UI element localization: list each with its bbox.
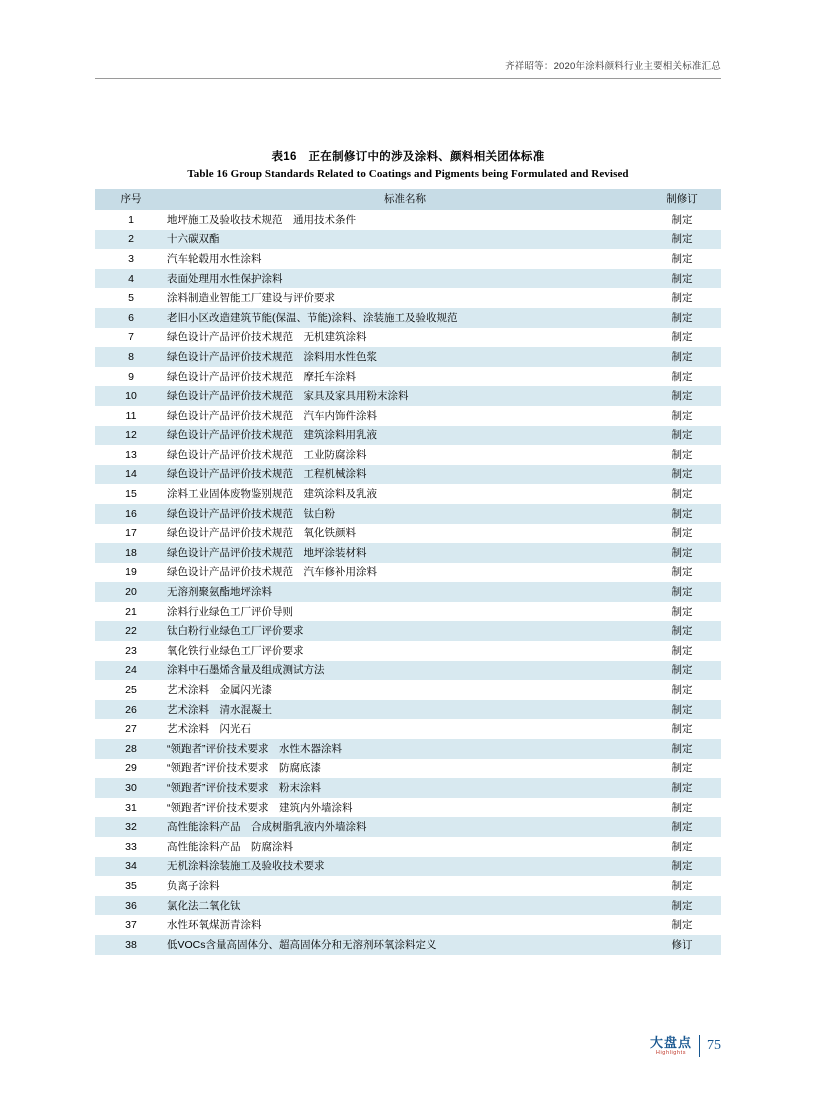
table-row: [95, 563, 721, 583]
cell-action: 制定: [671, 644, 693, 657]
cell-action: 制定: [671, 546, 693, 559]
cell-action: 修订: [671, 938, 693, 951]
cell-no: 8: [128, 350, 134, 363]
table-row: [95, 465, 721, 485]
cell-no: 14: [125, 468, 137, 481]
footer-brand-en: Highlights: [655, 1049, 687, 1056]
cell-action: 制定: [671, 625, 693, 638]
cell-action: 制定: [671, 840, 693, 853]
running-head: 齐祥昭等：2020年涂料颜料行业主要相关标准汇总: [505, 61, 721, 72]
cell-no: 9: [128, 370, 134, 383]
cell-no: 4: [128, 272, 134, 285]
table-body: [95, 210, 721, 955]
standards-table: [95, 189, 721, 955]
cell-no: 36: [125, 899, 137, 912]
table-row: [95, 837, 721, 857]
cell-standard-name: “领跑者”评价技术要求 水性木器涂料: [167, 742, 342, 755]
footer-divider: [699, 1035, 700, 1057]
cell-standard-name: 氧化铁行业绿色工厂评价要求: [167, 644, 304, 657]
cell-action: 制定: [671, 899, 693, 912]
cell-no: 24: [125, 664, 137, 677]
table-row: [95, 876, 721, 896]
table-row: [95, 719, 721, 739]
table-row: [95, 308, 721, 328]
column-header-no: 序号: [95, 189, 167, 210]
cell-no: 35: [125, 879, 137, 892]
cell-standard-name: 绿色设计产品评价技术规范 汽车内饰件涂料: [167, 409, 377, 422]
cell-no: 20: [125, 586, 137, 599]
table-title-english: Table 16 Group Standards Related to Coatings and Pigments being Formulated and Revised: [187, 168, 629, 180]
cell-standard-name: 无机涂料涂装施工及验收技术要求: [167, 860, 325, 873]
cell-action: 制定: [671, 781, 693, 794]
table-row: [95, 504, 721, 524]
cell-action: 制定: [671, 311, 693, 324]
cell-action: 制定: [671, 821, 693, 834]
cell-no: 2: [128, 233, 134, 246]
cell-standard-name: 氯化法二氧化钛: [167, 899, 241, 912]
cell-no: 28: [125, 742, 137, 755]
cell-action: 制定: [671, 252, 693, 265]
table-row: [95, 543, 721, 563]
cell-no: 15: [125, 488, 137, 501]
table-row: [95, 621, 721, 641]
cell-standard-name: “领跑者”评价技术要求 建筑内外墙涂料: [167, 801, 353, 814]
table-row: [95, 641, 721, 661]
cell-standard-name: 涂料行业绿色工厂评价导则: [167, 605, 293, 618]
cell-action: 制定: [671, 488, 693, 501]
cell-action: 制定: [671, 723, 693, 736]
table-row: [95, 426, 721, 446]
table-row: [95, 817, 721, 837]
cell-standard-name: 十六碳双酯: [167, 233, 220, 246]
cell-no: 38: [125, 938, 137, 951]
page-footer: [650, 1035, 721, 1057]
cell-action: 制定: [671, 272, 693, 285]
cell-standard-name: 高性能涂料产品 防腐涂料: [167, 840, 293, 853]
cell-standard-name: 涂料中石墨烯含量及组成测试方法: [167, 664, 325, 677]
table-row: [95, 798, 721, 818]
cell-standard-name: 涂料制造业智能工厂建设与评价要求: [167, 292, 335, 305]
cell-standard-name: 绿色设计产品评价技术规范 汽车修补用涂料: [167, 566, 377, 579]
table-row: [95, 661, 721, 681]
cell-action: 制定: [671, 409, 693, 422]
cell-no: 26: [125, 703, 137, 716]
table-row: [95, 680, 721, 700]
cell-no: 33: [125, 840, 137, 853]
cell-action: 制定: [671, 390, 693, 403]
cell-standard-name: 绿色设计产品评价技术规范 工业防腐涂料: [167, 448, 367, 461]
cell-no: 12: [125, 429, 137, 442]
cell-standard-name: 绿色设计产品评价技术规范 氧化铁颜料: [167, 527, 356, 540]
cell-standard-name: 绿色设计产品评价技术规范 工程机械涂料: [167, 468, 367, 481]
cell-action: 制定: [671, 703, 693, 716]
cell-action: 制定: [671, 448, 693, 461]
cell-action: 制定: [671, 762, 693, 775]
cell-action: 制定: [671, 879, 693, 892]
table-row: [95, 935, 721, 955]
cell-no: 16: [125, 507, 137, 520]
cell-no: 19: [125, 566, 137, 579]
cell-no: 25: [125, 684, 137, 697]
cell-standard-name: 绿色设计产品评价技术规范 钛白粉: [167, 507, 335, 520]
cell-action: 制定: [671, 801, 693, 814]
page-number: 75: [707, 1038, 721, 1053]
cell-no: 13: [125, 448, 137, 461]
cell-no: 29: [125, 762, 137, 775]
cell-standard-name: 汽车轮毂用水性涂料: [167, 252, 262, 265]
table-row: [95, 739, 721, 759]
cell-no: 37: [125, 919, 137, 932]
table-header-row: [95, 189, 721, 210]
cell-action: 制定: [671, 233, 693, 246]
cell-action: 制定: [671, 664, 693, 677]
cell-no: 17: [125, 527, 137, 540]
cell-no: 6: [128, 311, 134, 324]
footer-brand-cn: 大盘点: [649, 1034, 692, 1050]
table-row: [95, 288, 721, 308]
cell-no: 1: [128, 213, 134, 226]
cell-action: 制定: [671, 527, 693, 540]
table-row: [95, 269, 721, 289]
cell-standard-name: 绿色设计产品评价技术规范 地坪涂装材料: [167, 546, 367, 559]
cell-standard-name: 涂料工业固体废物鉴别规范 建筑涂料及乳液: [167, 488, 377, 501]
cell-action: 制定: [671, 468, 693, 481]
cell-standard-name: 艺术涂料 清水混凝土: [167, 703, 272, 716]
cell-no: 32: [125, 821, 137, 834]
cell-no: 11: [125, 409, 137, 422]
cell-no: 30: [125, 781, 137, 794]
cell-standard-name: 低VOCs含量高固体分、超高固体分和无溶剂环氧涂料定义: [167, 938, 437, 951]
cell-standard-name: 绿色设计产品评价技术规范 无机建筑涂料: [167, 331, 367, 344]
cell-standard-name: 地坪施工及验收技术规范 通用技术条件: [167, 213, 356, 226]
table-row: [95, 857, 721, 877]
cell-action: 制定: [671, 860, 693, 873]
cell-action: 制定: [671, 331, 693, 344]
cell-standard-name: “领跑者”评价技术要求 防腐底漆: [167, 762, 321, 775]
cell-no: 31: [125, 801, 137, 814]
cell-action: 制定: [671, 507, 693, 520]
column-header-action: 制修订: [643, 189, 721, 210]
table-row: [95, 778, 721, 798]
cell-standard-name: 绿色设计产品评价技术规范 摩托车涂料: [167, 370, 356, 383]
cell-no: 22: [125, 625, 137, 638]
column-header-name: 标准名称: [167, 189, 643, 210]
table-row: [95, 347, 721, 367]
table-header: [95, 189, 721, 210]
cell-standard-name: 钛白粉行业绿色工厂评价要求: [167, 625, 304, 638]
table-row: [95, 896, 721, 916]
cell-standard-name: 艺术涂料 金属闪光漆: [167, 684, 272, 697]
cell-standard-name: “领跑者”评价技术要求 粉末涂料: [167, 781, 321, 794]
table-row: [95, 406, 721, 426]
cell-no: 5: [128, 292, 134, 305]
cell-action: 制定: [671, 684, 693, 697]
cell-standard-name: 绿色设计产品评价技术规范 家具及家具用粉末涂料: [167, 390, 409, 403]
cell-action: 制定: [671, 605, 693, 618]
cell-action: 制定: [671, 429, 693, 442]
table-row: [95, 249, 721, 269]
table-row: [95, 445, 721, 465]
cell-action: 制定: [671, 586, 693, 599]
cell-standard-name: 水性环氧煤沥青涂料: [167, 919, 262, 932]
cell-standard-name: 高性能涂料产品 合成树脂乳液内外墙涂料: [167, 821, 367, 834]
cell-no: 18: [125, 546, 137, 559]
cell-no: 23: [125, 644, 137, 657]
table-row: [95, 230, 721, 250]
cell-standard-name: 负离子涂料: [167, 879, 220, 892]
cell-action: 制定: [671, 292, 693, 305]
table-row: [95, 524, 721, 544]
cell-action: 制定: [671, 566, 693, 579]
cell-no: 7: [128, 331, 134, 344]
footer-brand: [650, 1036, 692, 1057]
table-row: [95, 700, 721, 720]
table-row: [95, 328, 721, 348]
cell-action: 制定: [671, 742, 693, 755]
table-row: [95, 386, 721, 406]
standards-table-wrapper: [95, 189, 721, 955]
table-row: [95, 367, 721, 387]
header-rule: [95, 78, 721, 79]
cell-standard-name: 表面处理用水性保护涂料: [167, 272, 283, 285]
cell-no: 34: [125, 860, 137, 873]
table-row: [95, 582, 721, 602]
cell-action: 制定: [671, 350, 693, 363]
cell-no: 10: [125, 390, 137, 403]
cell-no: 21: [125, 605, 137, 618]
cell-action: 制定: [671, 370, 693, 383]
table-row: [95, 210, 721, 230]
table-row: [95, 602, 721, 622]
cell-standard-name: 绿色设计产品评价技术规范 涂料用水性色浆: [167, 350, 377, 363]
cell-no: 3: [128, 252, 134, 265]
table-title-chinese: 表16 正在制修订中的涉及涂料、颜料相关团体标准: [271, 151, 545, 163]
cell-standard-name: 艺术涂料 闪光石: [167, 723, 251, 736]
cell-standard-name: 绿色设计产品评价技术规范 建筑涂料用乳液: [167, 429, 377, 442]
table-row: [95, 484, 721, 504]
table-row: [95, 759, 721, 779]
cell-action: 制定: [671, 919, 693, 932]
cell-action: 制定: [671, 213, 693, 226]
cell-no: 27: [125, 723, 137, 736]
table-row: [95, 915, 721, 935]
cell-standard-name: 老旧小区改造建筑节能(保温、节能)涂料、涂装施工及验收规范: [167, 311, 458, 324]
cell-standard-name: 无溶剂聚氨酯地坪涂料: [167, 586, 272, 599]
